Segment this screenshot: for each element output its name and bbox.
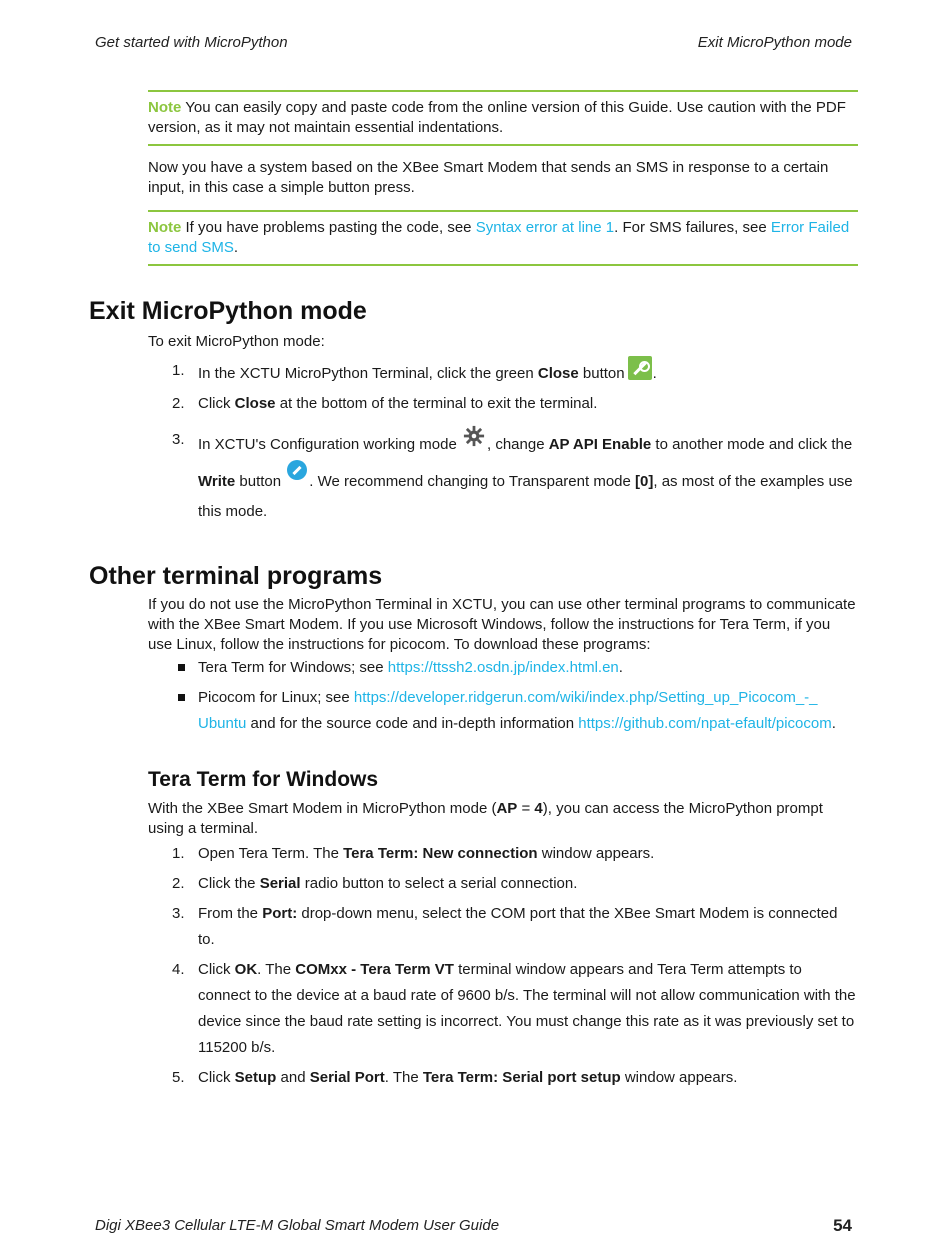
gear-icon	[463, 425, 485, 447]
step-number: 1.	[172, 845, 185, 862]
other-intro: If you do not use the MicroPython Terminal in XCTU, you can use other terminal programs to communicate with the XBee Smart Modem. If you use Microsoft Windows, follow the instructions for Tera Term, if you use Linux, follow the instructions for picocom. To download these programs:	[148, 596, 856, 653]
list-item	[172, 356, 858, 389]
link-sms-error[interactable]: Error Failed to send SMS	[148, 219, 850, 256]
step-bold: Port:	[262, 905, 298, 922]
step-text: terminal window appears and Tera Term attempts to connect to the device at a baud rate of 9600 b/s. The terminal will not allow communication with the device since the baud rate setting is incorrect. You must change this rate as it was previously set to 115200 b/s.	[198, 961, 856, 1056]
download-list	[0, 655, 950, 737]
list-item	[172, 425, 858, 527]
step-bold: Serial Port	[309, 1069, 385, 1086]
list-item	[172, 901, 858, 953]
step-text: button	[578, 365, 625, 382]
step-text: In the XCTU MicroPython Terminal, click the green	[198, 365, 538, 382]
step-number: 1.	[172, 362, 185, 379]
step-text: Click	[198, 395, 235, 412]
step-bold: Write	[198, 473, 236, 490]
list-item	[172, 871, 858, 897]
note-text: You can easily copy and paste code from the online version of this Guide. Use caution with the PDF version, as it may not maintain essential indentations.	[148, 99, 846, 136]
step-text: . The	[384, 1069, 423, 1086]
note-troubleshooting	[148, 210, 858, 266]
tera-steps	[0, 841, 950, 1091]
link-picocom-github[interactable]: https://github.com/npat-efault/picocom	[578, 715, 832, 732]
bullet-marker	[178, 694, 185, 701]
footer-guide-title: Digi XBee3 Cellular LTE-M Global Smart Modem User Guide	[95, 1217, 500, 1234]
link-tera-term[interactable]: https://ttssh2.osdn.jp/index.html.en	[387, 659, 619, 676]
step-bold: OK	[234, 961, 258, 978]
step-text: radio button to select a serial connection.	[300, 875, 578, 892]
note-copy-paste	[148, 90, 858, 146]
intro-text: ), you can access the MicroPython prompt using a terminal.	[148, 800, 823, 837]
header-chapter: Get started with MicroPython	[95, 34, 288, 51]
step-number: 4.	[172, 961, 185, 978]
step-text: window appears.	[537, 845, 655, 862]
step-bold: Tera Term: Serial port setup	[422, 1069, 621, 1086]
step-text: and	[276, 1069, 310, 1086]
step-bold: COMxx - Tera Term VT	[295, 961, 454, 978]
step-bold: Serial	[259, 875, 301, 892]
intro-bold: AP	[496, 800, 518, 817]
summary-paragraph: Now you have a system based on the XBee Smart Modem that sends an SMS in response to a certain input, in this case a simple button press.	[148, 159, 829, 196]
list-item	[172, 391, 858, 417]
step-number: 2.	[172, 395, 185, 412]
step-text: button	[235, 473, 286, 490]
list-item	[172, 1065, 858, 1091]
header-section: Exit MicroPython mode	[697, 34, 852, 51]
heading-exit-micropython: Exit MicroPython mode	[89, 297, 367, 325]
tera-intro	[148, 799, 858, 839]
heading-tera-term: Tera Term for Windows	[148, 768, 379, 791]
page-content	[0, 90, 950, 1091]
step-bold: Setup	[234, 1069, 277, 1086]
exit-steps	[0, 356, 950, 527]
step-text: . The	[257, 961, 296, 978]
note-label: Note	[148, 99, 182, 116]
bullet-marker	[178, 664, 185, 671]
step-text: .	[652, 365, 657, 382]
step-text: Click	[198, 961, 235, 978]
bullet-text: Tera Term for Windows; see	[198, 659, 388, 676]
step-text: window appears.	[620, 1069, 738, 1086]
step-bold: Close	[537, 365, 579, 382]
note-label: Note	[148, 219, 182, 236]
link-picocom-setup[interactable]: https://developer.ridgerun.com/wiki/index.php/Setting_up_Picocom_-_ Ubuntu	[198, 689, 818, 732]
note-text: .	[233, 239, 239, 256]
bullet-text: and for the source code and in-depth information	[246, 715, 579, 732]
step-number: 5.	[172, 1069, 185, 1086]
step-text: Click	[198, 1069, 235, 1086]
page-header	[95, 34, 852, 51]
exit-intro: To exit MicroPython mode:	[148, 333, 325, 350]
step-text: From the	[198, 905, 263, 922]
page-footer	[95, 1217, 852, 1234]
list-item	[172, 957, 858, 1061]
step-bold: [0]	[635, 473, 654, 490]
list-item	[198, 685, 858, 737]
step-bold: AP API Enable	[548, 436, 652, 453]
page-number: 54	[833, 1216, 852, 1235]
step-text: Open Tera Term. The	[198, 845, 344, 862]
close-terminal-icon	[628, 356, 652, 380]
step-text: , as most of the examples use this mode.	[198, 473, 853, 520]
list-item	[172, 841, 858, 867]
step-text: . We recommend changing to Transparent mode	[309, 473, 636, 490]
step-text: at the bottom of the terminal to exit the terminal.	[275, 395, 598, 412]
step-text: drop-down menu, select the COM port that the XBee Smart Modem is connected to.	[198, 905, 838, 948]
link-syntax-error[interactable]: Syntax error at line 1	[475, 219, 615, 236]
intro-text: With the XBee Smart Modem in MicroPython mode (	[148, 800, 497, 817]
note-text: If you have problems pasting the code, see	[181, 219, 476, 236]
note-text: . For SMS failures, see	[614, 219, 771, 236]
intro-bold: 4	[534, 800, 543, 817]
step-text: Click the	[198, 875, 260, 892]
step-number: 3.	[172, 905, 185, 922]
step-number: 3.	[172, 431, 185, 448]
step-text: In XCTU's Configuration working mode	[198, 436, 461, 453]
step-text: , change	[486, 436, 549, 453]
write-icon	[287, 460, 307, 480]
step-bold: Tera Term: New connection	[343, 845, 538, 862]
bullet-text: Picocom for Linux; see	[198, 689, 354, 706]
list-item	[198, 655, 858, 681]
intro-text: =	[517, 800, 535, 817]
bullet-text: .	[831, 715, 836, 732]
step-number: 2.	[172, 875, 185, 892]
heading-other-terminal-programs: Other terminal programs	[89, 562, 383, 590]
step-text: to another mode and click the	[651, 436, 853, 453]
step-bold: Close	[234, 395, 276, 412]
bullet-text: .	[618, 659, 623, 676]
